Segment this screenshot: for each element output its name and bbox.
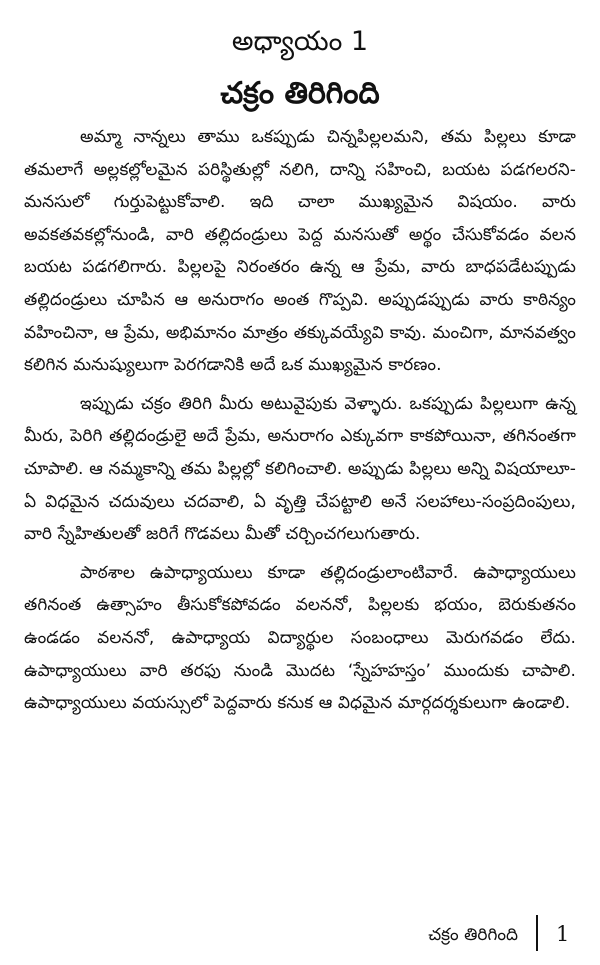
paragraph-1: అమ్మా నాన్నలు తాము ఒకప్పుడు చిన్నపిల్లలమని, తమ పిల్లలు కూడా తమలాగే అల్లకల్లోలమైన పరిస్థితుల్లో నలిగి, దాన్ని సహించి, బయట పడగలరని- మనసులో గుర్తుపెట్టుకోవాలి. ఇది చాలా ముఖ్యమైన విషయం. వారు అవకతవకల్లోనుండి, వారి తల్లిదండ్రులు పెద్ద మనసుతో అర్థం చేసుకోవడం వలన బయట పడగలిగారు. పిల్లలపై నిరంతరం ఉన్న ఆ ప్రేమ, వారు బాధపడేటప్పుడు తల్లిదండ్రులు చూపిన ఆ అనురాగం అంత గొప్పవి. అప్పుడప్పుడు వారు కాఠిన్యం వహించినా, ఆ ప్రేమ, అభిమానం మాత్రం తక్కువయ్యేవి కావు. మంచిగా, మానవత్వం కలిగిన మనుష్యులుగా పెరగడానికి అదే ఒక ముఖ్యమైన కారణం. xyxy=(24,127,576,376)
chapter-number-heading: అధ్యాయం 1 xyxy=(231,26,369,57)
footer-divider xyxy=(536,915,538,951)
chapter-body xyxy=(24,121,576,720)
running-footer-title: చక్రం తిరిగింది xyxy=(428,925,518,945)
paragraph-3: పాఠశాల ఉపాధ్యాయులు కూడా తల్లిదండ్రులాంటివారే. ఉపాధ్యాయులు తగినంత ఉత్సాహం తీసుకోకపోవడం వలననో, పిల్లలకు భయం, బెరుకుతనం ఉండడం వలననో, ఉపాధ్యాయ విద్యార్థుల సంబంధాలు మెరుగవడం లేదు. ఉపాధ్యాయులు వారి తరఫు నుండి మొదట ‘స్నేహహస్తం’ ముందుకు చాపాలి. ఉపాధ్యాయులు వయస్సులో పెద్దవారు కనుక ఆ విధమైన మార్గదర్శకులుగా ఉండాలి. xyxy=(24,562,576,714)
chapter-title: చక్రం తిరిగింది xyxy=(220,76,380,111)
page-number: 1 xyxy=(556,922,570,946)
page-footer xyxy=(0,915,600,955)
paragraph-2: ఇప్పుడు చక్రం తిరిగి మీరు అటువైపుకు వెళ్ళారు. ఒకప్పుడు పిల్లలుగా ఉన్న మీరు, పెరిగి తల్లిదండ్రులై అదే ప్రేమ, అనురాగం ఎక్కువగా కాకపోయినా, తగినంతగా చూపాలి. ఆ నమ్మకాన్ని తమ పిల్లల్లో కలిగించాలి. అప్పుడు పిల్లలు అన్ని విషయాలూ-ఏ విధమైన చదువులు చదవాలి, ఏ వృత్తి చేపట్టాలి అనే సలహాలు-సంప్రదింపులు, వారి స్నేహితులతో జరిగే గొడవలు మీతో చర్చించగలుగుతారు. xyxy=(24,393,576,545)
